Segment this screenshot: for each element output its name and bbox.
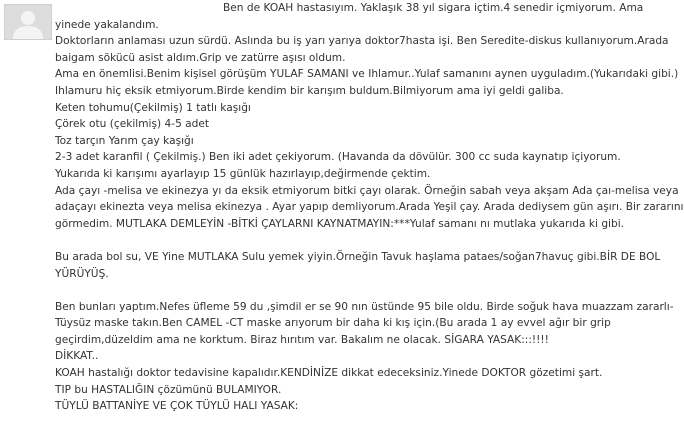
comment-line: Bu arada bol su, VE Yine MUTLAKA Sulu yemek yiyin.Örneğin Tavuk haşlama pataes/soğan7havuç gibi.BİR DE BOL xyxy=(55,250,661,263)
comment-line: Çörek otu (çekilmiş) 4-5 adet xyxy=(55,118,210,131)
comment-line: Doktorların anlaması uzun sürdü. Aslında bu iş yarı yarıya doktor7hasta işi. Ben Seredite-diskus kullanıyorum.Arada xyxy=(55,35,669,48)
paragraph-gap xyxy=(55,232,598,249)
comment-body xyxy=(55,0,684,415)
comment-line: Ada çayı -melisa ve ekinezya yı da eksik etmiyorum bitki çayı olarak. Örneğin sabah veya akşam Ada çaı-melisa veya xyxy=(55,184,679,197)
comment-line: YÜRÜYÜŞ. xyxy=(55,267,109,280)
comment-line: baigam sökücü asist aldım.Grip ve zatürre aşısı oldum. xyxy=(55,51,346,64)
comment-line: Ama en önemlisi.Benim kişisel görüşüm YULAF SAMANI ve Ihlamur..Yulaf samanını aynen uyguladım.(Yukarıdaki gibi.) xyxy=(55,68,679,81)
comment-line: Toz tarçın Yarım çay kaşığı xyxy=(55,134,194,147)
comment-line: Keten tohumu(Çekilmiş) 1 tatlı kaşığı xyxy=(55,101,251,114)
comment-line: Ben de KOAH hastasıyım. Yaklaşık 38 yıl sigara içtim.4 senedir içmiyorum. Ama xyxy=(223,2,644,14)
comment-line: DİKKAT.. xyxy=(55,350,99,363)
default-user-avatar-icon xyxy=(4,4,52,40)
paragraph-gap xyxy=(55,282,598,299)
comment-line: 2-3 adet karanfil ( Çekilmiş.) Ben iki adet çekiyorum. (Havanda da dövülür. 300 cc suda kaynatıp içiyorum. xyxy=(55,151,621,164)
comment-line: Tüysüz maske takın.Ben CAMEL -CT maske arıyorum bir daha ki kış için.(Bu arada 1 ay evvel ağır bir grip xyxy=(55,317,611,330)
comment-line: Ben bunları yaptım.Nefes üfleme 59 du ,şimdil er se 90 nın üstünde 95 bile oldu. Birde soğuk hava muazzam zararlı- xyxy=(55,300,674,313)
comment-line: görmedim. MUTLAKA DEMLEYİN -BİTKİ ÇAYLARNI KAYNATMAYIN:***Yulaf samanı nı mutlaka yukarıda ki gibi. xyxy=(55,217,625,230)
comment-line: TIP bu HASTALIĞIN çözümünü BULAMIYOR. xyxy=(55,383,282,396)
comment-line: adaçayı ekinezta veya melisa ekinezya . Ayar yapıp demliyorum.Arada Yeşil çay. Arada dediysem gün aşırı. Bir zararını xyxy=(55,201,684,214)
comment-line: KOAH hastalığı doktor tedavisine kapalıdır.KENDİNİZE dikkat edeceksiniz.Yinede DOKTOR gözetimi şart. xyxy=(55,367,603,380)
comment-line: Ihlamuru hiç eksik etmiyorum.Birde kendim bir karışım buldum.Bilmiyorum ama iyi geldi galiba. xyxy=(55,84,564,97)
comment-line: Yukarıda ki karışımı ayarlayıp 15 günlük hazırlayıp,değirmende çektim. xyxy=(55,167,431,180)
comment-line: TÜYLÜ BATTANİYE VE ÇOK TÜYLÜ HALI YASAK: xyxy=(55,400,299,413)
comment-line: geçirdim,düzeldim ama ne korktum. Biraz hırıtım var. Bakalım ne olacak. SİGARA YASAK:::!!!! xyxy=(55,333,549,346)
comment-line: yinede yakalandım. xyxy=(55,18,159,31)
